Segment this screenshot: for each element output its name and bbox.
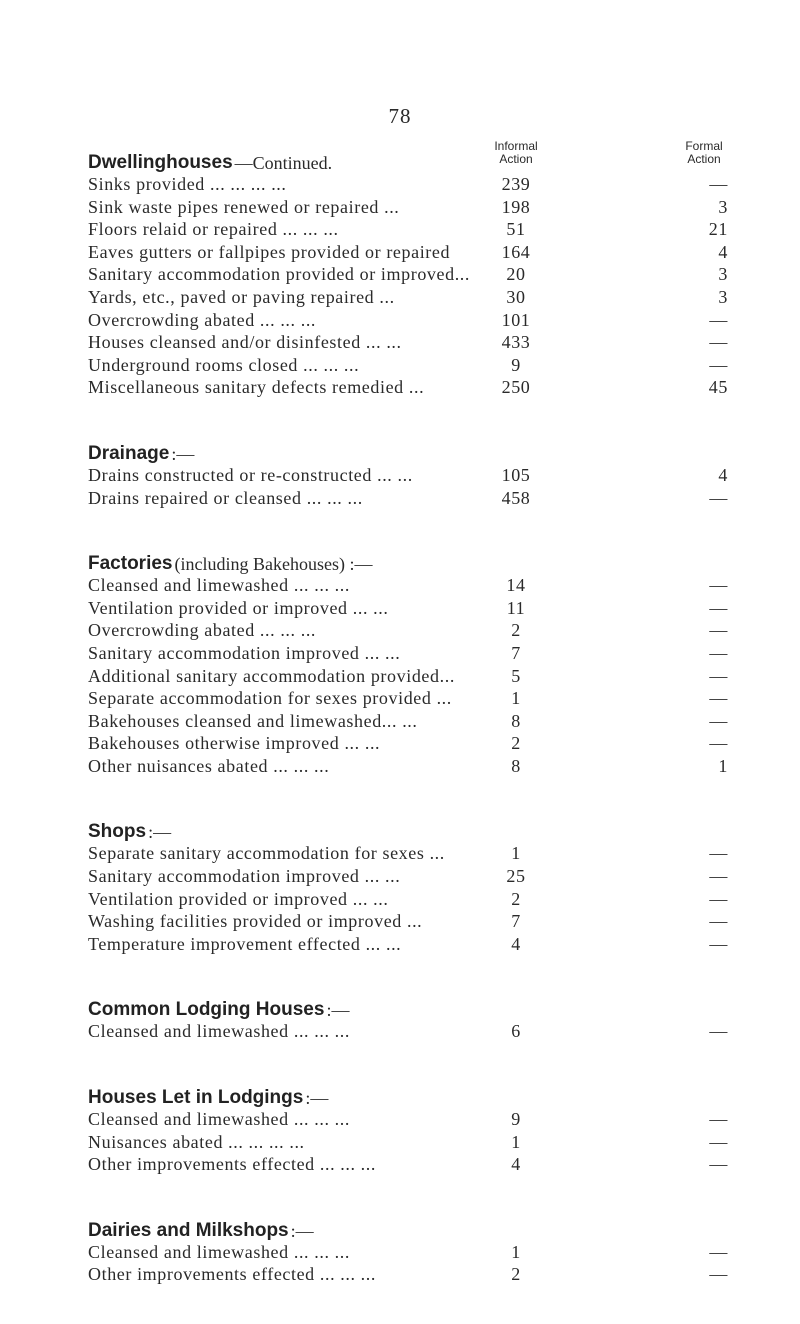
formal-action-header xyxy=(672,140,736,166)
section-factories xyxy=(88,541,728,778)
informal-action-value: 5 xyxy=(511,665,521,686)
row-label: Overcrowding abated ... ... ... xyxy=(88,309,317,330)
informal-action-value: 433 xyxy=(501,332,531,353)
informal-action-value: 2 xyxy=(511,733,521,754)
table-row xyxy=(88,488,728,511)
table-row xyxy=(88,1154,728,1177)
informal-action-value: 20 xyxy=(506,264,526,285)
formal-action-value: 4 xyxy=(718,241,728,262)
row-label: Other improvements effected ... ... ... xyxy=(88,1264,376,1285)
table-row xyxy=(88,264,728,287)
formal-action-value: — xyxy=(709,1021,728,1042)
informal-action-value: 8 xyxy=(511,755,521,776)
formal-action-value: — xyxy=(709,733,728,754)
formal-action-value: 3 xyxy=(718,286,728,307)
formal-action-value: — xyxy=(709,665,728,686)
formal-action-value: — xyxy=(709,1241,728,1262)
section-dwellinghouses xyxy=(88,140,728,400)
row-label: Sinks provided ... ... ... ... xyxy=(88,174,287,194)
formal-action-header-text: Formal Action xyxy=(685,139,723,166)
informal-action-value: 2 xyxy=(511,620,521,641)
formal-action-value: — xyxy=(709,843,728,864)
formal-action-value: — xyxy=(709,620,728,641)
formal-action-value: — xyxy=(709,1109,728,1130)
table-row xyxy=(88,310,728,333)
informal-action-value: 14 xyxy=(506,575,526,596)
row-label: Eaves gutters or fallpipes provided or repaired xyxy=(88,241,451,262)
informal-action-value: 101 xyxy=(501,309,531,330)
informal-action-value: 164 xyxy=(501,241,531,262)
section-title: Dairies and Milkshops xyxy=(88,1219,289,1241)
column-headers xyxy=(88,140,728,174)
table-row xyxy=(88,733,728,756)
table-row xyxy=(88,197,728,220)
section-heading xyxy=(88,541,728,575)
table-row xyxy=(88,1132,728,1155)
section-shops xyxy=(88,809,728,956)
table-row xyxy=(88,575,728,598)
section-subtitle: :— xyxy=(326,1000,350,1021)
section-heading xyxy=(88,809,728,843)
table-row xyxy=(88,355,728,378)
table-row xyxy=(88,1264,728,1287)
row-label: Temperature improvement effected ... ... xyxy=(88,933,402,954)
informal-action-value: 7 xyxy=(511,911,521,932)
table-row xyxy=(88,666,728,689)
formal-action-value: 21 xyxy=(708,219,728,240)
formal-action-value: 45 xyxy=(708,377,728,398)
informal-action-value: 4 xyxy=(511,1154,521,1175)
formal-action-value: — xyxy=(709,174,728,194)
section-heading xyxy=(88,987,728,1021)
row-label: Bakehouses cleansed and limewashed... ... xyxy=(88,710,418,731)
formal-action-value: — xyxy=(709,888,728,909)
informal-action-value: 2 xyxy=(511,1264,521,1285)
row-label: Cleansed and limewashed ... ... ... xyxy=(88,1241,350,1262)
row-label: Miscellaneous sanitary defects remedied ... xyxy=(88,377,425,398)
formal-action-value: — xyxy=(709,575,728,596)
informal-action-value: 105 xyxy=(501,464,531,485)
section-subtitle: (including Bakehouses) :— xyxy=(174,554,373,575)
section-title: Drainage xyxy=(88,442,170,464)
table-row xyxy=(88,1021,728,1044)
row-label: Cleansed and limewashed ... ... ... xyxy=(88,1109,350,1130)
informal-action-value: 1 xyxy=(511,843,521,864)
section-subtitle: :— xyxy=(290,1220,314,1241)
formal-action-value: — xyxy=(709,332,728,353)
table-row xyxy=(88,711,728,734)
formal-action-value: — xyxy=(709,597,728,618)
row-label: Sanitary accommodation provided or improved... xyxy=(88,264,471,285)
table-row xyxy=(88,934,728,957)
informal-action-value: 4 xyxy=(511,933,521,954)
table-row xyxy=(88,377,728,400)
table-row xyxy=(88,242,728,265)
section-subtitle: :— xyxy=(171,443,195,464)
table-row xyxy=(88,688,728,711)
row-label: Drains constructed or re-constructed ... ... xyxy=(88,464,413,485)
table-row xyxy=(88,889,728,912)
row-label: Other nuisances abated ... ... ... xyxy=(88,755,330,776)
formal-action-value: 3 xyxy=(718,196,728,217)
row-label: Ventilation provided or improved ... ... xyxy=(88,888,389,909)
informal-action-value: 198 xyxy=(501,196,531,217)
table-row xyxy=(88,287,728,310)
row-label: Drains repaired or cleansed ... ... ... xyxy=(88,487,363,508)
row-label: Sink waste pipes renewed or repaired ... xyxy=(88,196,400,217)
section-common-lodging-houses xyxy=(88,987,728,1044)
informal-action-value: 25 xyxy=(506,866,526,887)
row-label: Yards, etc., paved or paving repaired ... xyxy=(88,286,395,307)
informal-action-value: 239 xyxy=(501,174,531,194)
table-row xyxy=(88,598,728,621)
section-heading xyxy=(88,431,728,465)
formal-action-value: 4 xyxy=(718,464,728,485)
formal-action-value: — xyxy=(709,688,728,709)
section-title: Factories xyxy=(88,553,173,575)
row-label: Additional sanitary accommodation provided... xyxy=(88,665,455,686)
row-label: Other improvements effected ... ... ... xyxy=(88,1154,376,1175)
table-row xyxy=(88,1109,728,1132)
row-label: Nuisances abated ... ... ... ... xyxy=(88,1131,305,1152)
section-subtitle: —Continued. xyxy=(234,153,333,173)
section-houses-let-in-lodgings xyxy=(88,1075,728,1177)
informal-action-value: 8 xyxy=(511,710,521,731)
formal-action-value: — xyxy=(709,354,728,375)
formal-action-value: — xyxy=(709,309,728,330)
informal-action-value: 458 xyxy=(501,487,531,508)
informal-action-value: 30 xyxy=(506,286,526,307)
informal-action-value: 2 xyxy=(511,888,521,909)
formal-action-value: — xyxy=(709,1131,728,1152)
table-row xyxy=(88,1242,728,1265)
section-title: Shops xyxy=(88,821,147,843)
row-label: Houses cleansed and/or disinfested ... ... xyxy=(88,332,402,353)
section-dairies-and-milkshops xyxy=(88,1208,728,1287)
informal-action-header xyxy=(480,140,552,166)
informal-action-value: 1 xyxy=(511,688,521,709)
row-label: Floors relaid or repaired ... ... ... xyxy=(88,219,339,240)
informal-action-value: 7 xyxy=(511,642,521,663)
informal-action-value: 9 xyxy=(511,1109,521,1130)
table-row xyxy=(88,843,728,866)
formal-action-value: — xyxy=(709,933,728,954)
table-row xyxy=(88,219,728,242)
table-row xyxy=(88,643,728,666)
formal-action-value: — xyxy=(709,1264,728,1285)
row-label: Underground rooms closed ... ... ... xyxy=(88,354,360,375)
formal-action-value: — xyxy=(709,487,728,508)
section-subtitle: :— xyxy=(148,822,172,843)
formal-action-value: 3 xyxy=(718,264,728,285)
formal-action-value: 1 xyxy=(718,755,728,776)
table-row xyxy=(88,174,728,197)
row-label: Sanitary accommodation improved ... ... xyxy=(88,642,401,663)
row-label: Cleansed and limewashed ... ... ... xyxy=(88,575,350,596)
table-row xyxy=(88,332,728,355)
formal-action-value: — xyxy=(709,642,728,663)
section-heading xyxy=(88,1075,728,1109)
page-number: 78 xyxy=(388,104,412,128)
row-label: Overcrowding abated ... ... ... xyxy=(88,620,317,641)
row-label: Sanitary accommodation improved ... ... xyxy=(88,866,401,887)
informal-action-value: 11 xyxy=(506,597,526,618)
informal-action-value: 1 xyxy=(511,1241,521,1262)
row-label: Separate sanitary accommodation for sexes ... xyxy=(88,843,445,864)
table-row xyxy=(88,465,728,488)
formal-action-value: — xyxy=(709,866,728,887)
formal-action-value: — xyxy=(709,1154,728,1175)
section-heading xyxy=(88,1208,728,1242)
table-row xyxy=(88,866,728,889)
formal-action-value: — xyxy=(709,911,728,932)
sections-container xyxy=(88,140,728,1287)
table-row xyxy=(88,911,728,934)
table-row xyxy=(88,620,728,643)
informal-action-header-text: Informal Action xyxy=(494,139,538,166)
row-label: Bakehouses otherwise improved ... ... xyxy=(88,733,381,754)
section-subtitle: :— xyxy=(305,1088,329,1109)
row-label: Cleansed and limewashed ... ... ... xyxy=(88,1021,350,1042)
informal-action-value: 250 xyxy=(501,377,531,398)
section-drainage xyxy=(88,431,728,510)
section-title: Houses Let in Lodgings xyxy=(88,1087,304,1109)
row-label: Separate accommodation for sexes provided ... xyxy=(88,688,452,709)
formal-action-value: — xyxy=(709,710,728,731)
informal-action-value: 9 xyxy=(511,354,521,375)
document-body xyxy=(88,140,728,1318)
row-label: Ventilation provided or improved ... ... xyxy=(88,597,389,618)
informal-action-value: 1 xyxy=(511,1131,521,1152)
table-row xyxy=(88,756,728,779)
row-label: Washing facilities provided or improved ... xyxy=(88,911,423,932)
section-title: Dwellinghouses xyxy=(88,152,233,173)
informal-action-value: 6 xyxy=(511,1021,521,1042)
informal-action-value: 51 xyxy=(506,219,526,240)
section-title: Common Lodging Houses xyxy=(88,999,325,1021)
